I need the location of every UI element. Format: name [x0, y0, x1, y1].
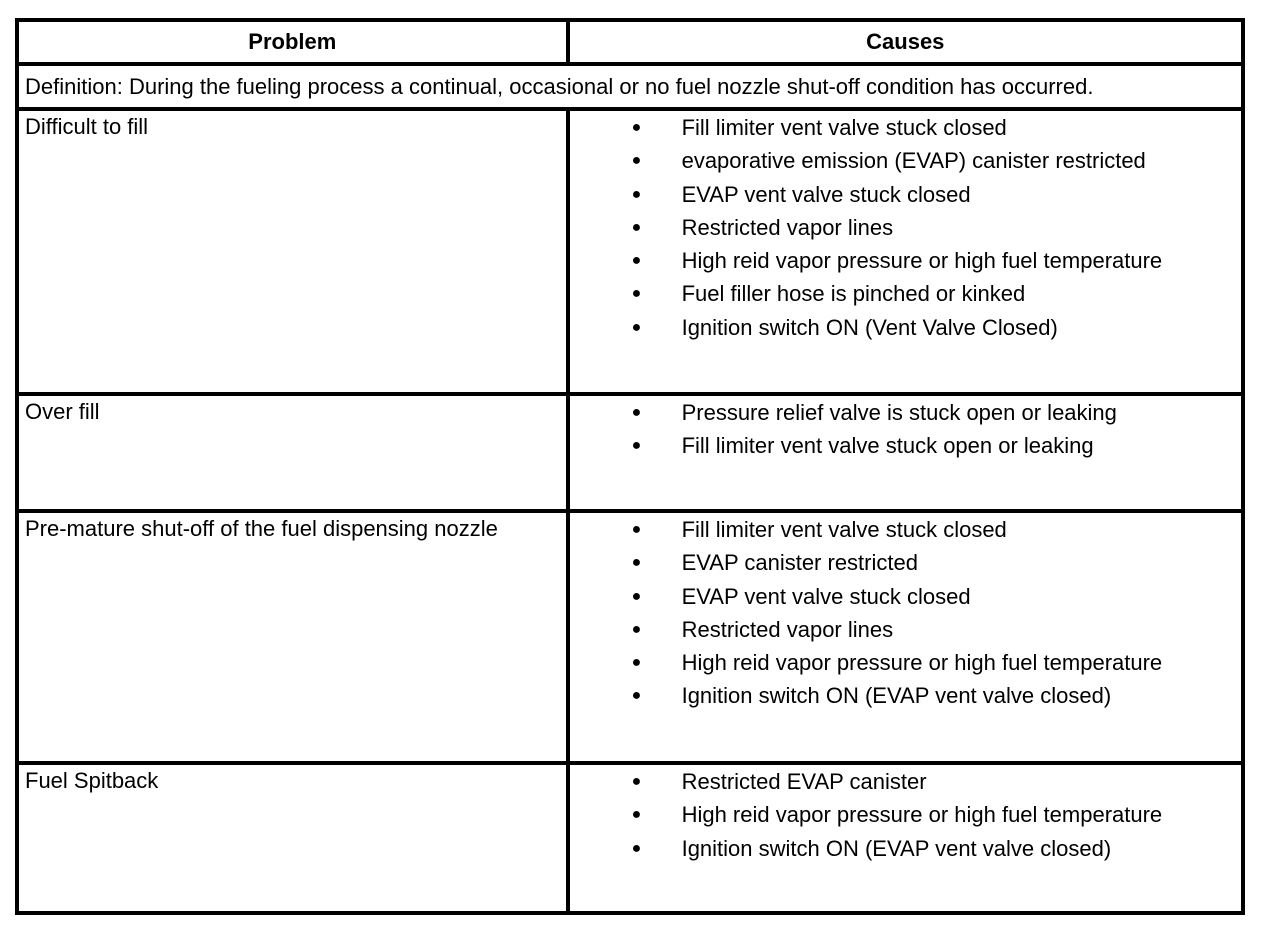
bullet-icon: ● — [631, 587, 642, 605]
cause-item — [576, 244, 1235, 277]
cause-list — [576, 765, 1235, 865]
cause-text: EVAP vent valve stuck closed — [681, 583, 971, 609]
cause-text: Restricted vapor lines — [681, 214, 894, 240]
header-row — [17, 20, 1243, 64]
cause-list — [576, 111, 1235, 344]
bullet-icon: ● — [631, 318, 642, 336]
table-row — [17, 109, 1243, 394]
cause-item — [576, 765, 1235, 798]
bullet-icon: ● — [631, 285, 642, 303]
cause-text: High reid vapor pressure or high fuel temperature — [681, 650, 1163, 676]
cause-text: High reid vapor pressure or high fuel temperature — [681, 248, 1163, 274]
cause-item — [576, 832, 1235, 865]
causes-cell — [568, 109, 1243, 394]
cause-item — [576, 144, 1235, 177]
cause-text: Ignition switch ON (Vent Valve Closed) — [681, 314, 1058, 340]
bullet-icon: ● — [631, 404, 642, 421]
cause-item — [576, 311, 1235, 344]
bullet-icon: ● — [631, 620, 642, 638]
cause-list — [576, 396, 1235, 463]
causes-cell — [568, 763, 1243, 913]
cause-text: Fuel filler hose is pinched or kinked — [681, 281, 1026, 307]
cause-item — [576, 429, 1235, 462]
bullet-icon: ● — [631, 152, 642, 170]
bullet-icon: ● — [631, 185, 642, 203]
cause-text: Fill limiter vent valve stuck closed — [681, 517, 1007, 542]
cause-text: Restricted EVAP canister — [681, 769, 927, 794]
bullet-icon: ● — [631, 773, 642, 790]
problem-column-header: Problem — [17, 20, 568, 64]
problem-cell: Fuel Spitback — [17, 763, 568, 913]
cause-item — [576, 277, 1235, 310]
cause-text: EVAP canister restricted — [681, 550, 918, 576]
cause-list — [576, 513, 1235, 713]
bullet-icon: ● — [631, 218, 642, 236]
problem-cell: Difficult to fill — [17, 109, 568, 394]
table-row — [17, 763, 1243, 913]
cause-text: EVAP vent valve stuck closed — [681, 181, 971, 207]
table-row — [17, 511, 1243, 763]
cause-text: High reid vapor pressure or high fuel temperature — [681, 802, 1163, 828]
cause-item — [576, 798, 1235, 831]
problem-cell: Pre-mature shut-off of the fuel dispensing nozzle — [17, 511, 568, 763]
cause-text: evaporative emission (EVAP) canister restricted — [681, 148, 1146, 174]
cause-item — [576, 546, 1235, 579]
cause-item — [576, 679, 1235, 712]
definition-row — [17, 64, 1243, 109]
cause-text: Pressure relief valve is stuck open or leaking — [681, 400, 1117, 425]
cause-text: Ignition switch ON (EVAP vent valve closed) — [681, 683, 1112, 709]
bullet-icon: ● — [631, 554, 642, 572]
cause-item — [576, 211, 1235, 244]
cause-item — [576, 178, 1235, 211]
bullet-icon: ● — [631, 806, 642, 824]
bullet-icon: ● — [631, 437, 642, 455]
cause-item — [576, 396, 1235, 429]
causes-cell — [568, 511, 1243, 763]
cause-item — [576, 111, 1235, 144]
table-row — [17, 394, 1243, 511]
cause-text: Fill limiter vent valve stuck open or leaking — [681, 433, 1094, 459]
bullet-icon: ● — [631, 687, 642, 705]
problem-cell: Over fill — [17, 394, 568, 511]
bullet-icon: ● — [631, 654, 642, 672]
causes-column-header: Causes — [568, 20, 1243, 64]
cause-item — [576, 613, 1235, 646]
cause-text: Restricted vapor lines — [681, 616, 894, 642]
cause-item — [576, 646, 1235, 679]
cause-item — [576, 513, 1235, 546]
bullet-icon: ● — [631, 119, 642, 136]
causes-cell — [568, 394, 1243, 511]
bullet-icon: ● — [631, 252, 642, 270]
definition-text: Definition: During the fueling process a continual, occasional or no fuel nozzle shut-off condition has occurred. — [17, 64, 1243, 109]
cause-item — [576, 580, 1235, 613]
bullet-icon: ● — [631, 839, 642, 857]
bullet-icon: ● — [631, 521, 642, 538]
diagnostic-table — [15, 18, 1245, 915]
cause-text: Fill limiter vent valve stuck closed — [681, 115, 1007, 140]
cause-text: Ignition switch ON (EVAP vent valve closed) — [681, 835, 1112, 861]
